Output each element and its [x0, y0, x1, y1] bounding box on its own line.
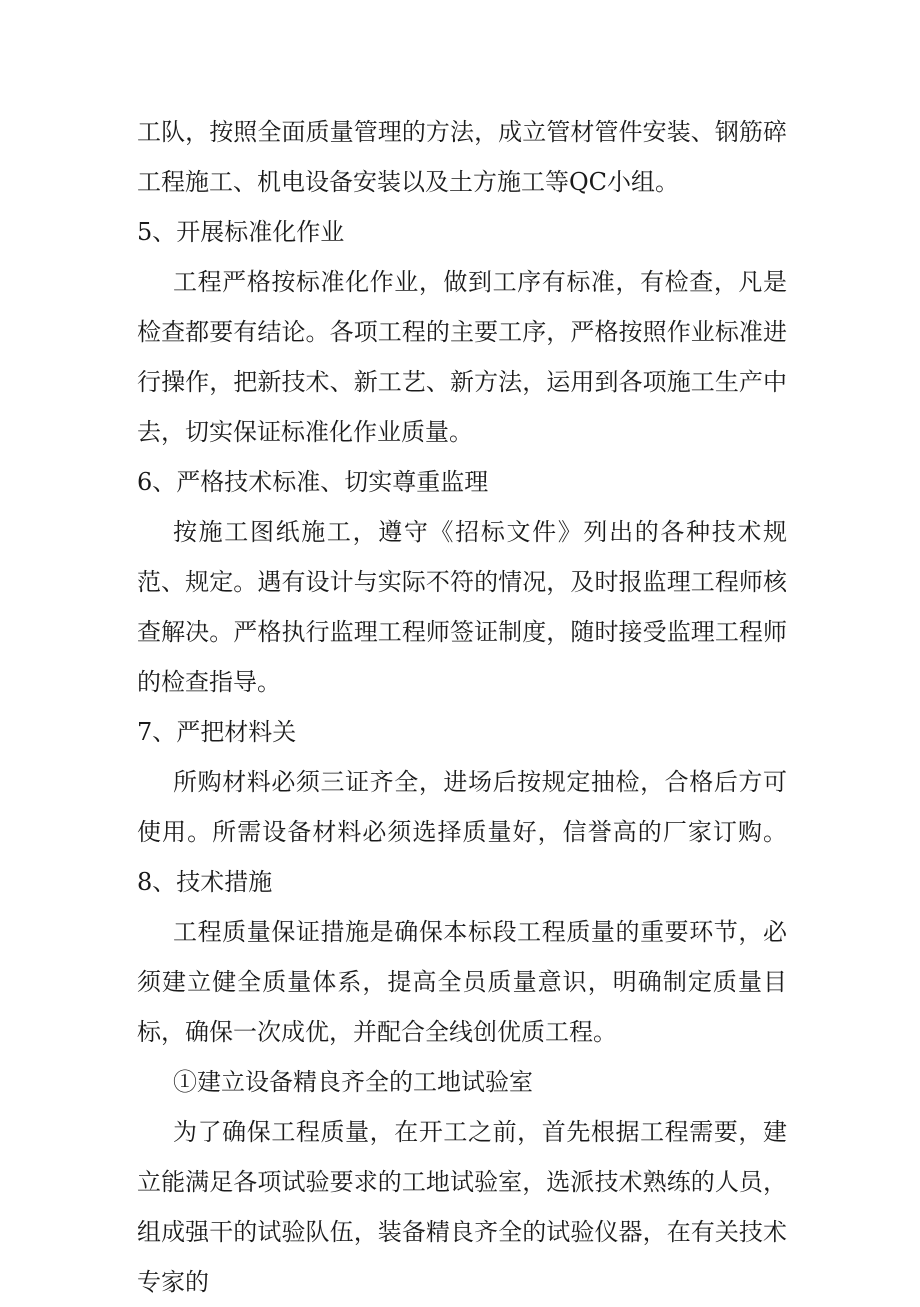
paragraph-supervision: 按施工图纸施工，遵守《招标文件》列出的各种技术规范、规定。遇有设计与实际不符的情况，及时报监理工程师核查解决。严格执行监理工程师签证制度，随时接受监理工程师的检查指导。 — [137, 518, 787, 696]
paragraph-lab: 为了确保工程质量，在开工之前，首先根据工程需要，建立能满足各项试验要求的工地试验室，选派技术熟练的人员，组成强干的试验队伍，装备精良齐全的试验仪器，在有关技术专家的 — [137, 1118, 787, 1296]
paragraph-quality-measures: 工程质量保证措施是确保本标段工程质量的重要环节，必须建立健全质量体系，提高全员质量意识，明确制定质量目标，确保一次成优，并配合全线创优质工程。 — [137, 918, 787, 1046]
section-heading-5: 5、开展标准化作业 — [137, 218, 345, 246]
paragraph-qc-groups: 工队，按照全面质量管理的方法，成立管材管件安装、钢筋碎工程施工、机电设备安装以及土方施工等QC小组。 — [137, 118, 787, 196]
subheading-lab: ①建立设备精良齐全的工地试验室 — [173, 1068, 533, 1096]
section-heading-7: 7、严把材料关 — [137, 718, 297, 746]
document-body — [137, 107, 787, 1307]
paragraph-materials: 所购材料必须三证齐全，进场后按规定抽检，合格后方可使用。所需设备材料必须选择质量好，信誉高的厂家订购。8、技术措施 — [137, 768, 787, 896]
section-heading-6: 6、严格技术标准、切实尊重监理 — [137, 468, 489, 496]
paragraph-standardization: 工程严格按标准化作业，做到工序有标准，有检查，凡是检查都要有结论。各项工程的主要工序，严格按照作业标准进行操作，把新技术、新工艺、新方法，运用到各项施工生产中去，切实保证标准化作业质量。 — [137, 268, 787, 446]
